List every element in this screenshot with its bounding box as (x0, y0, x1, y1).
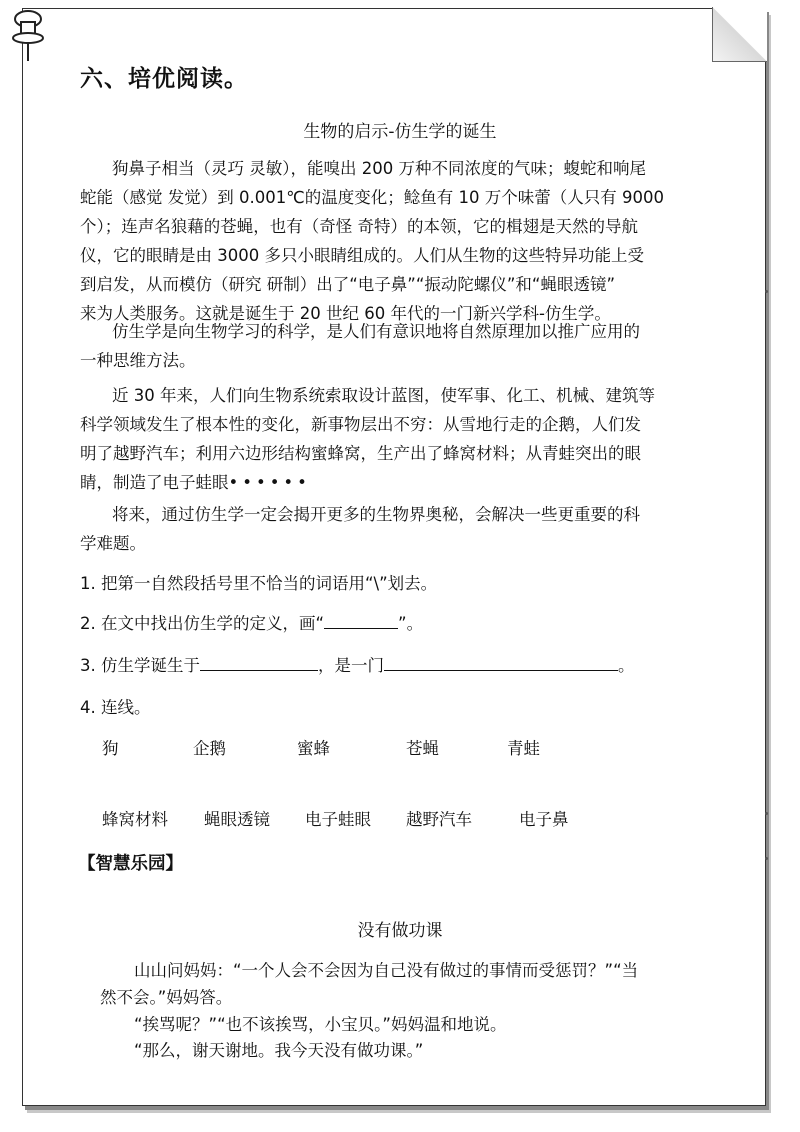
story-line: 然不会。”妈妈答。 (100, 988, 233, 1007)
paragraph-1-line: 仪，它的眼睛是由 3000 多只小眼睛组成的。人们从生物的这些特异功能上受 (80, 246, 644, 265)
paragraph-1-line: 个）；连声名狼藉的苍蝇，也有（奇怪 奇特）的本领，它的楫翅是天然的导航 (80, 217, 638, 236)
matching-item[interactable]: 苍蝇 (406, 739, 439, 758)
ellipsis-dots: •••••• (228, 473, 311, 492)
question-2-suffix: ”。 (398, 614, 424, 633)
paragraph-2-line: 仿生学是向生物学习的科学，是人们有意识地将自然原理加以推广应用的 (112, 322, 640, 341)
question-1: 1. 把第一自然段括号里不恰当的词语用“\”划去。 (80, 574, 438, 593)
story-line: “挨骂呢？”“也不该挨骂，小宝贝。”妈妈温和地说。 (134, 1015, 507, 1034)
scan-speck (765, 290, 768, 293)
matching-item[interactable]: 电子鼻 (519, 810, 569, 829)
article-title: 生物的启示-仿生学的诞生 (303, 122, 497, 142)
answer-blank[interactable] (384, 654, 618, 671)
matching-item[interactable]: 越野汽车 (406, 810, 472, 829)
paragraph-2-line: 一种思维方法。 (80, 351, 196, 370)
scan-speck (765, 857, 768, 860)
question-4: 4. 连线。 (80, 698, 151, 717)
answer-blank[interactable] (200, 654, 318, 671)
paragraph-3-line: 明了越野汽车；利用六边形结构蜜蜂窝，生产出了蜂窝材料；从青蛙突出的眼 (80, 444, 641, 463)
question-2-prefix: 2. 在文中找出仿生学的定义，画“ (80, 614, 325, 633)
question-3-middle: ，是一门 (318, 656, 384, 675)
question-2 (80, 610, 423, 634)
paragraph-1-line: 蛇能（感觉 发觉）到 0.001℃的温度变化；鲶鱼有 10 万个味蕾（人只有 9000 (80, 188, 664, 207)
matching-item[interactable]: 蝇眼透镜 (204, 810, 270, 829)
question-3-prefix: 3. 仿生学诞生于 (80, 656, 200, 675)
paragraph-1-line: 到启发，从而模仿（研究 研制）出了“电子鼻”“振动陀螺仪”和“蝇眼透镜” (80, 275, 616, 294)
wisdom-corner-heading: 【智慧乐园】 (78, 854, 183, 874)
matching-item[interactable]: 电子蛙眼 (305, 810, 371, 829)
paragraph-4-line: 学难题。 (80, 534, 146, 553)
paragraph-3-line (80, 468, 311, 497)
paragraph-1-line: 狗鼻子相当（灵巧 灵敏），能嗅出 200 万种不同浓度的气味；蝮蛇和响尾 (112, 159, 646, 178)
story-line: 山山问妈妈：“一个人会不会因为自己没有做过的事情而受惩罚？”“当 (134, 961, 639, 980)
scan-speck (765, 812, 768, 815)
pushpin-icon (8, 6, 48, 64)
paragraph-3-line: 近 30 年来，人们向生物系统索取设计蓝图，使军事、化工、机械、建筑等 (112, 386, 655, 405)
matching-item[interactable]: 狗 (102, 739, 119, 758)
story-title: 没有做功课 (357, 921, 443, 941)
paragraph-3-line: 科学领域发生了根本性的变化，新事物层出不穷：从雪地行走的企鹅，人们发 (80, 415, 641, 434)
matching-item[interactable]: 青蛙 (507, 739, 540, 758)
answer-blank[interactable] (324, 612, 398, 629)
paragraph-4-line: 将来，通过仿生学一定会揭开更多的生物界奥秘，会解决一些更重要的科 (112, 505, 640, 524)
section-heading: 六、培优阅读。 (80, 66, 248, 92)
matching-item[interactable]: 企鹅 (193, 739, 226, 758)
question-3 (80, 652, 635, 676)
matching-item[interactable]: 蜂窝材料 (102, 810, 168, 829)
page-fold-corner (712, 7, 767, 62)
question-3-suffix: 。 (618, 656, 635, 675)
story-line: “那么，谢天谢地。我今天没有做功课。” (134, 1041, 424, 1060)
matching-item[interactable]: 蜜蜂 (297, 739, 330, 758)
paragraph-1-line: 来为人类服务。这就是诞生于 20 世纪 60 年代的一门新兴学科-仿生学。 (80, 304, 611, 323)
paragraph-3-last-text: 睛，制造了电子蛙眼 (80, 473, 229, 492)
